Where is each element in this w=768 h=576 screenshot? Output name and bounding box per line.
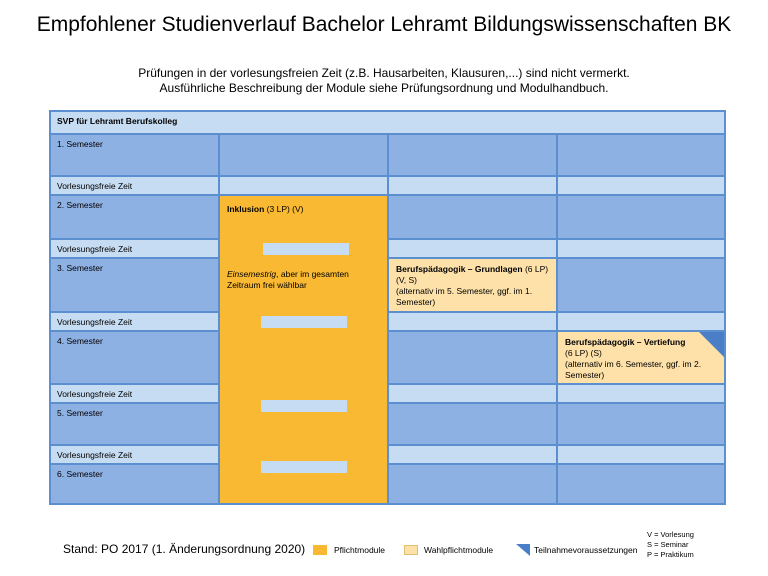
cell — [388, 445, 557, 464]
legend-label-wahl: Wahlpflichtmodule — [424, 545, 494, 555]
cell — [388, 176, 557, 195]
module-vertiefung-name: Berufspädagogik – Vertiefung — [565, 337, 686, 347]
row-label-gap3: Vorlesungsfreie Zeit — [50, 312, 219, 331]
cell — [388, 312, 557, 331]
cell — [388, 239, 557, 258]
row-label-sem4: 4. Semester — [50, 331, 219, 384]
cell — [557, 445, 725, 464]
legend-label-teilnahme: Teilnahmevoraussetzungen — [534, 545, 638, 555]
cell — [557, 134, 725, 176]
cell — [557, 176, 725, 195]
module-inklusion — [219, 195, 388, 504]
table-header: SVP für Lehramt Berufskolleg — [50, 111, 725, 134]
module-vertiefung-detail: (6 LP) (S) — [565, 348, 602, 358]
gap-bar — [263, 243, 349, 255]
gap-bar — [261, 461, 347, 473]
cell — [388, 331, 557, 384]
gap-bar — [261, 400, 347, 412]
row-label-gap1: Vorlesungsfreie Zeit — [50, 176, 219, 195]
page-title: Empfohlener Studienverlauf Bachelor Lehramt Bildungswissenschaften BK — [36, 13, 732, 36]
legend-swatch-wahl — [404, 545, 418, 555]
module-inklusion-name: Inklusion — [227, 204, 265, 214]
prerequisite-marker-icon — [699, 332, 724, 357]
module-inklusion-note-italic: Einsemestrig — [227, 269, 277, 279]
cell — [557, 312, 725, 331]
module-inklusion-detail: (3 LP) (V) — [264, 204, 304, 214]
cell — [388, 195, 557, 239]
page-subtitle: Prüfungen in der vorlesungsfreien Zeit (z.B. Hausarbeiten, Klausuren,...) sind nicht vermerkt. Ausführliche Beschreibung der Module siehe Prüfungsordnung und Modulhandbuch. — [138, 66, 630, 95]
row-label-sem2: 2. Semester — [50, 195, 219, 239]
cell — [557, 195, 725, 239]
row-label-sem5: 5. Semester — [50, 403, 219, 445]
module-grundlagen — [388, 258, 557, 312]
cell — [557, 239, 725, 258]
cell — [557, 258, 725, 312]
row-label-gap4: Vorlesungsfreie Zeit — [50, 384, 219, 403]
footer-stand: Stand: PO 2017 (1. Änderungsordnung 2020) — [63, 542, 306, 556]
cell — [557, 403, 725, 445]
row-label-sem1: 1. Semester — [50, 134, 219, 176]
gap-bar — [261, 316, 347, 328]
row-label-sem3: 3. Semester — [50, 258, 219, 312]
module-grundlagen-alt: (alternativ im 5. Semester, ggf. im 1. Semester) — [396, 286, 533, 307]
legend-prerequisite-icon — [516, 544, 530, 556]
cell — [219, 176, 388, 195]
row-label-sem6: 6. Semester — [50, 464, 219, 504]
module-grundlagen-name: Berufspädagogik – Grundlagen — [396, 264, 523, 274]
cell — [557, 464, 725, 504]
cell — [557, 384, 725, 403]
cell — [219, 134, 388, 176]
module-vertiefung-alt: (alternativ im 6. Semester, ggf. im 2. Semester) — [565, 359, 702, 380]
cell — [388, 464, 557, 504]
cell — [388, 134, 557, 176]
legend-swatch-pflicht — [313, 545, 327, 555]
module-inklusion-note: , aber im gesamten Zeitraum frei wählbar — [227, 269, 349, 290]
row-label-gap5: Vorlesungsfreie Zeit — [50, 445, 219, 464]
cell — [388, 384, 557, 403]
cell — [388, 403, 557, 445]
module-grundlagen-detail: (6 LP) (V, S) — [396, 264, 549, 285]
abbreviation-legend: V = Vorlesung S = Seminar P = Praktikum — [647, 530, 694, 559]
row-label-gap2: Vorlesungsfreie Zeit — [50, 239, 219, 258]
study-plan-table — [49, 110, 726, 505]
legend-label-pflicht: Pflichtmodule — [334, 545, 386, 555]
